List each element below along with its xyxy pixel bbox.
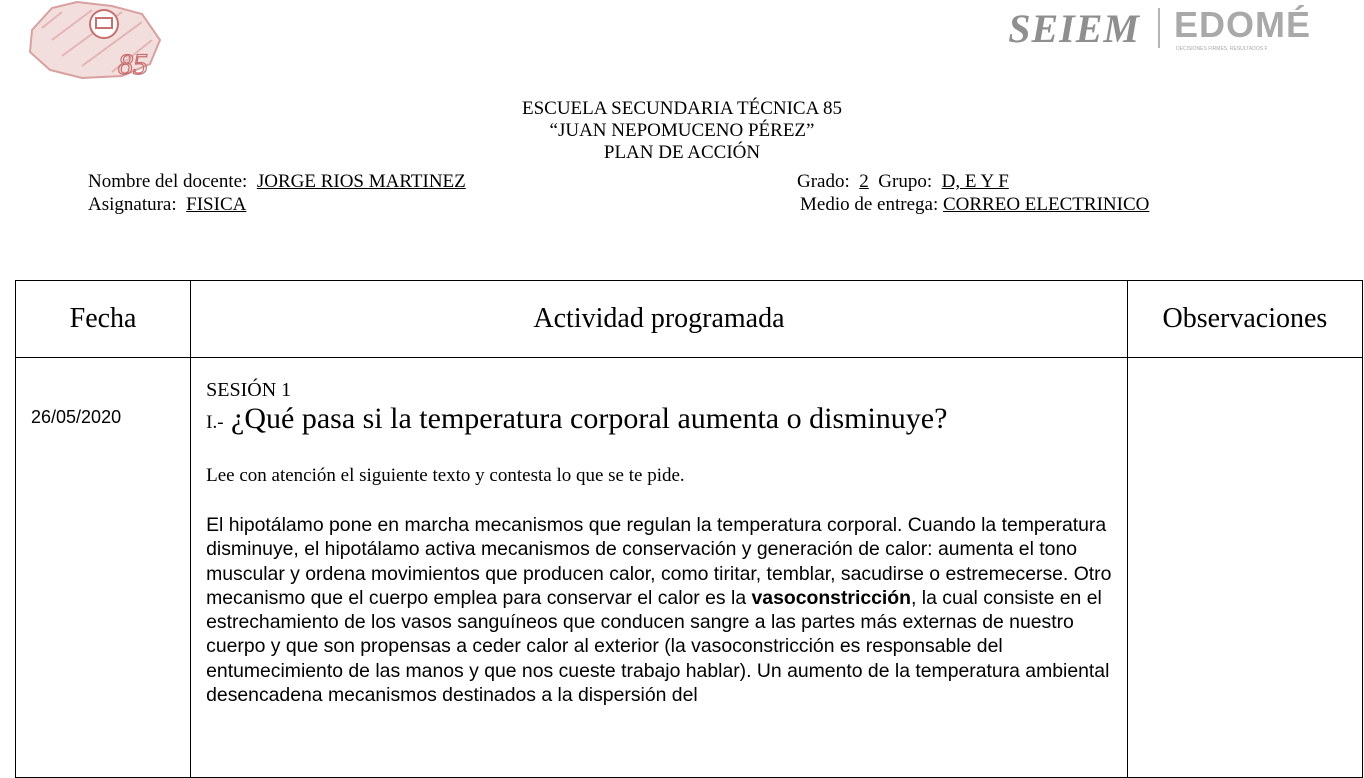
teacher-value: JORGE RIOS MARTINEZ xyxy=(256,171,466,192)
logo-number: 85 xyxy=(118,48,148,80)
session-date: 26/05/2020 xyxy=(31,407,122,427)
table-header-row xyxy=(16,281,1363,358)
delivery-line xyxy=(800,194,1149,216)
document-title: PLAN DE ACCIÓN xyxy=(603,142,761,163)
passage-part-1: El hipotálamo pone en marcha mecanismos que regulan la temperatura corporal. Cuando la temperatura disminuye, el hipotálamo activa mecanismos de conservación y generación de calor: aumenta el tono muscular y ordena movimientos que producen calor, como tiritar, temblar, sacudirse o estremecerse. Otro mecanismo que el cuerpo emplea para conservar el calor es la xyxy=(206,514,1112,609)
subject-value: FISICA xyxy=(186,194,247,215)
header-observaciones: Observaciones xyxy=(1127,281,1362,358)
question-text: ¿Qué pasa si la temperatura corporal aumenta o disminuye? xyxy=(231,402,948,435)
school-name: ESCUELA SECUNDARIA TÉCNICA 85 xyxy=(521,98,843,119)
reading-passage xyxy=(206,513,1112,763)
edomex-logo xyxy=(1174,4,1364,52)
subject-label: Asignatura: xyxy=(88,194,177,215)
document-header xyxy=(0,98,1364,164)
brand-header xyxy=(1008,4,1364,52)
grade-label: Grado: xyxy=(797,171,850,192)
passage-bold-term: vasoconstricción xyxy=(751,586,911,609)
question-heading xyxy=(206,401,1112,441)
delivery-label: Medio de entrega: xyxy=(800,194,939,215)
subject-line xyxy=(88,194,246,216)
header-fecha: Fecha xyxy=(16,281,191,358)
session-label: SESIÓN 1 xyxy=(206,379,292,401)
edomex-logo-text: EDOMÉ xyxy=(1174,4,1312,45)
brand-divider xyxy=(1158,8,1160,48)
edomex-tagline: DECISIONES FIRMES, RESULTADOS F xyxy=(1176,46,1268,52)
grade-line xyxy=(797,171,1009,193)
header-actividad: Actividad programada xyxy=(191,281,1128,358)
observations-cell xyxy=(1127,358,1362,778)
passage-part-2: , la cual consiste en el estrechamiento de los vasos sanguíneos que conducen sangre a las partes más externas de nuestro cuerpo y que son propensas a ceder calor al exterior (la vasoconstricción es responsable del entumecimiento de las manos y que nos cueste trabajo hablar). Un aumento de la temperatura ambiental desencadena mecanismos destinados a la dispersión del xyxy=(206,586,1110,707)
delivery-value: CORREO ELECTRINICO xyxy=(942,194,1150,215)
group-label: Grupo: xyxy=(878,171,933,192)
seiem-logo: SEIEM xyxy=(1008,5,1140,51)
school-honoree: “JUAN NEPOMUCENO PÉREZ” xyxy=(549,120,815,141)
group-value: D, E Y F xyxy=(941,171,1009,192)
teacher-label: Nombre del docente: xyxy=(88,171,248,192)
table-row xyxy=(16,358,1363,778)
question-number: I.- xyxy=(206,412,224,433)
teacher-line xyxy=(88,171,466,193)
grade-value: 2 xyxy=(859,171,869,192)
activity-cell xyxy=(191,358,1128,778)
plan-table xyxy=(15,280,1363,778)
school-logo xyxy=(22,0,172,80)
date-cell xyxy=(16,358,191,778)
instruction-text: Lee con atención el siguiente texto y contesta lo que se te pide. xyxy=(206,465,685,486)
